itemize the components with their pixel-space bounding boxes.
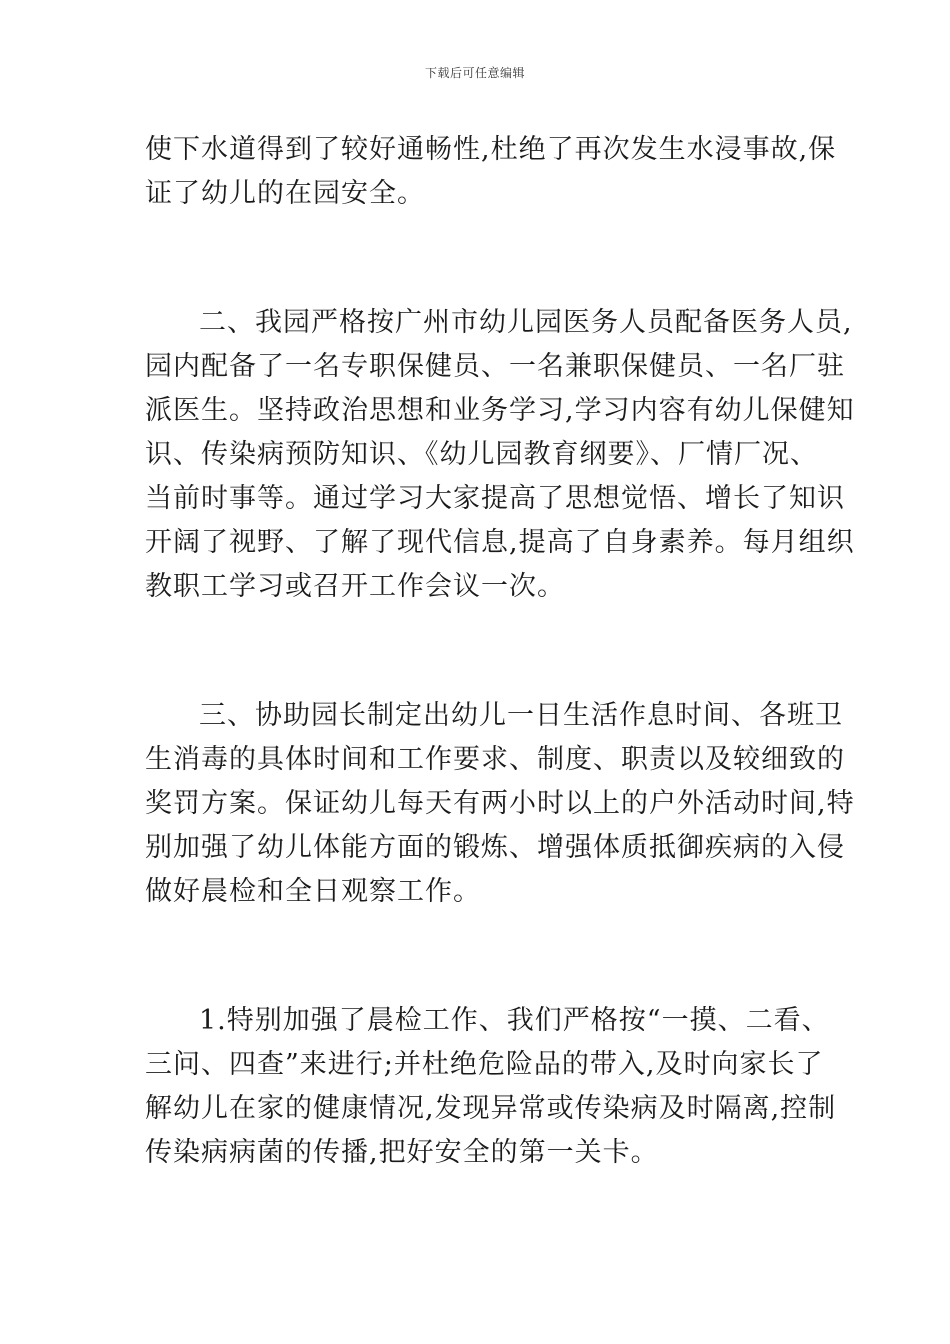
page-header: 下载后可任意编辑 xyxy=(424,66,525,80)
paragraph-continuation xyxy=(145,128,837,216)
text-line: 传染病病菌的传播,把好安全的第一关卡。 xyxy=(145,1137,659,1168)
text-line: 园内配备了一名专职保健员、一名兼职保健员、一名厂驻 xyxy=(145,351,845,382)
text-line: 开阔了视野、了解了现代信息,提高了自身素养。每月组织 xyxy=(145,527,855,558)
text-line: 派医生。坚持政治思想和业务学习,学习内容有幼儿保健知 xyxy=(145,395,855,426)
text-line: 使下水道得到了较好通畅性,杜绝了再次发生水浸事故,保 xyxy=(145,134,837,165)
text-line: 生消毒的具体时间和工作要求、制度、职责以及较细致的 xyxy=(145,744,845,775)
text-line: 别加强了幼儿体能方面的锻炼、增强体质抵御疾病的入侵 xyxy=(145,832,845,863)
text-line: 当前时事等。通过学习大家提高了思想觉悟、增长了知识 xyxy=(145,483,845,514)
text-line: 1.特别加强了晨检工作、我们严格按“一摸、二看、 xyxy=(199,1005,830,1036)
document-body xyxy=(145,128,855,1175)
text-line: 做好晨检和全日观察工作。 xyxy=(145,876,481,907)
text-line: 识、传染病预防知识、《幼儿园教育纲要》、厂情厂况、 xyxy=(145,439,818,470)
text-line: 二、我园严格按广州市幼儿园医务人员配备医务人员, xyxy=(199,307,853,338)
text-line: 教职工学习或召开工作会议一次。 xyxy=(145,571,565,602)
text-line: 解幼儿在家的健康情况,发现异常或传染病及时隔离,控制 xyxy=(145,1093,837,1124)
text-line: 三、协助园长制定出幼儿一日生活作息时间、各班卫 xyxy=(199,700,843,731)
text-line: 证了幼儿的在园安全。 xyxy=(145,178,425,209)
paragraph-schedule xyxy=(145,694,855,914)
paragraph-morning-check xyxy=(145,999,837,1175)
text-line: 三问、四查”来进行;并杜绝危险品的带入,及时向家长了 xyxy=(145,1049,824,1080)
paragraph-medical-staff xyxy=(145,301,855,609)
text-line: 奖罚方案。保证幼儿每天有两小时以上的户外活动时间,特 xyxy=(145,788,855,819)
